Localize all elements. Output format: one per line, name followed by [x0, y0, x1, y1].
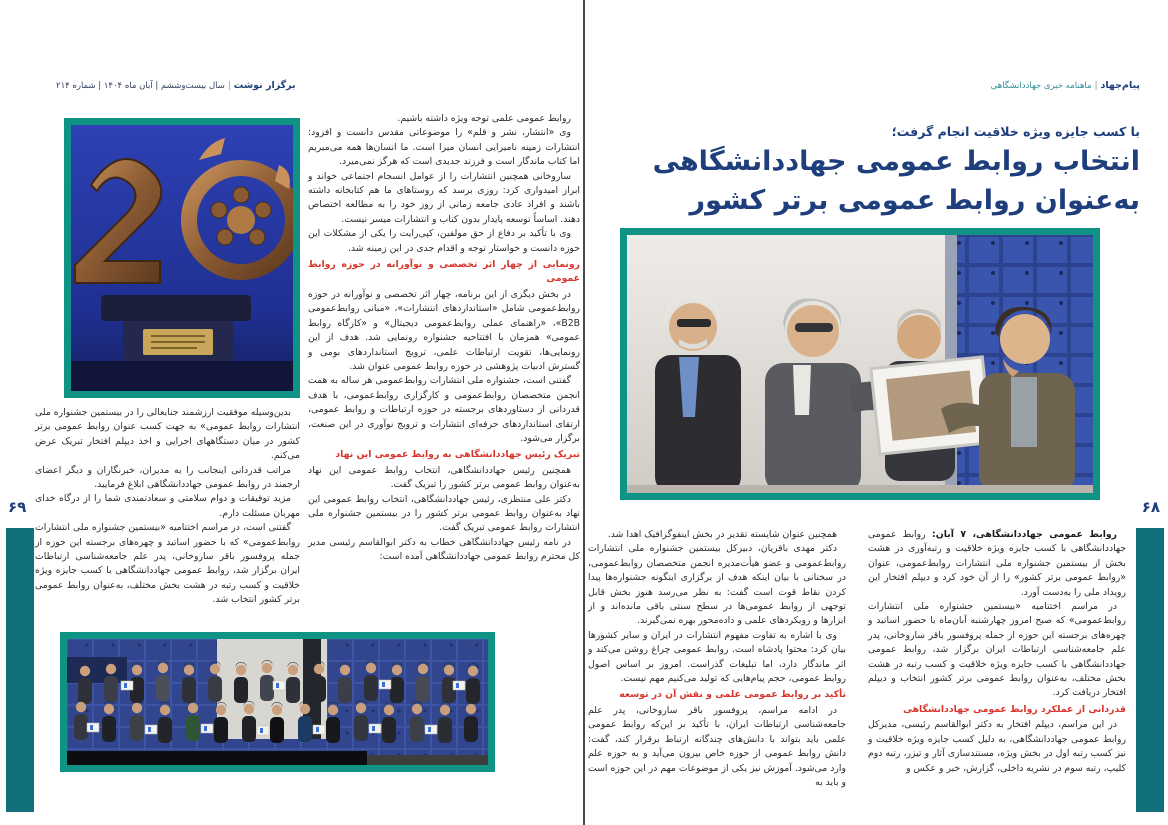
- trophy-photo-illustration: [71, 125, 293, 391]
- body-paragraph: روابط عمومی علمی توجه ویژه داشته باشیم.: [397, 113, 571, 124]
- left-folio-brand: برگزار نوشت: [233, 80, 296, 91]
- body-paragraph: دکتر مهدی باقریان، دبیرکل بیستمین جشنواره ملی انتشارات روابط‌عمومی و عضو هیأت‌مدیره انجمن متخصصان روابط‌عمومی، در سخنانی با بیان اینکه هدف از برگزاری اینگونه جشنواره‌ها پیدا کردن نقاط قوت است گفت: به نظر می‌رسد هنوز بخش قابل توجهی از روابط عمومی‌ها در سطح سنتی باقی مانده‌اند و از ابزارها و رویکردهای علمی و داده‌محور بهره نمی‌گیرند.: [588, 543, 846, 627]
- right-page-first-column: [868, 528, 1126, 776]
- body-paragraph: در مراسم اختتامیه «بیستمین جشنواره ملی انتشارات روابط‌عمومی» که صبح امروز چهارشنبه آبان‌ماه با حضور اساتید و چهره‌های برجسته این حوزه از جمله پروفسور باقر ساروخانی، پدر علم جامعه‌شناسی ارتباطات ایران برگزار شد، روابط عمومی جهاددانشگاهی با کسب جایزه ویژه خلاقیت و کسب رتبه در هشت بخش مختلف، به‌عنوان روابط عمومی برتر کشور انتخاب و دیپلم افتخار دریافت کرد.: [868, 601, 1126, 699]
- left-page-folio: [56, 80, 296, 91]
- award-ceremony-photo: [620, 228, 1100, 500]
- page-divider-line: [583, 0, 585, 825]
- headline-line-1: انتخاب روابط عمومی جهاددانشگاهی: [652, 146, 1140, 177]
- body-paragraph: در این مراسم، دیپلم افتخار به دکتر ابوالقاسم رئیسی، مدیرکل روابط عمومی جهاددانشگاهی، به دلیل کسب جایزه ویژه خلاقیت و نیز کسب رتبه اول در بخش ویژه، مستندسازی آثار و تیزر، رتبه دوم کلیپ، رتبه سوم در نشریه داخلی، گزارش، خبر و عکس و: [868, 719, 1126, 774]
- right-edge-accent-bar: [1136, 528, 1164, 812]
- left-page-letter-column: [35, 406, 300, 608]
- body-paragraph: در نامه رئیس جهاددانشگاهی خطاب به دکتر ابوالقاسم رئیسی مدیر کل محترم روابط عمومی جهاددانشگاهی آمده است:: [308, 536, 580, 563]
- trophy-photo: [64, 118, 300, 398]
- article-kicker: با کسب جایزه ویژه خلاقیت انجام گرفت؛: [891, 124, 1140, 139]
- body-paragraph: بدین‌وسیله موفقیت ارزشمند جنابعالی را در بیستمین جشنواره ملی انتشارات روابط عمومی» به جهت کسب عنوان روابط عمومی برتر کشور در میان دستگاههای اجرایی و اخذ دیپلم افتخار تبریک عرض می‌کنم.: [35, 407, 300, 462]
- section-subhead: رونمایی از چهار اثر تخصصی و نوآورانه در حوزه روابط عمومی: [308, 259, 580, 285]
- body-paragraph: وی با اشاره به تفاوت مفهوم انتشارات در ایران و سایر کشورها بیان کرد: محتوا پادشاه است. روابط عمومی چراغ روشن می‌کند و اثر ماندگار دارد، اما تبلیغات گذراست. امروز بر اساس اصول روابط عمومی، حجم پیام‌هایی که تولید می‌کنیم مهم نیست.: [588, 629, 846, 685]
- body-paragraph: ساروخانی همچنین انتشارات را از عوامل انسجام اجتماعی خواند و ابراز امیدواری کرد: روزی برسد که روستاهای ما هم کتابخانه داشته باشند و افراد عادی جامعه زمانی از روز خود را به مطالعه اختصاص دهند. اساساً توسعه پایدار بدون کتاب و انتشارات میسر نیست.: [308, 170, 580, 225]
- body-paragraph: در بخش دیگری از این برنامه، چهار اثر تخصصی و نوآورانه در حوزه روابط‌عمومی شامل «استانداردهای انتشارات»، «مبانی روابط‌عمومی B2B»، «راهنمای عملی روابط‌عمومی دیجیتال» و «کارگاه روابط عمومی» همزمان با افتتاحیه جشنواره رونمایی شد. هدف از این رونمایی‌ها، تقویت ارتباطات علمی، ترویج استانداردهای بومی و گسترش ادبیات پژوهشی در حوزه روابط عمومی عنوان شد.: [308, 288, 580, 372]
- body-paragraph: روابط عمومی جهاددانشگاهی، ۷ آبان: روابط عمومی جهاددانشگاهی با کسب جایزه ویژه خلاقیت و رتبه‌آوری در هشت بخش از بیستمین جشنواره ملی انتشارات روابط‌عمومی، عنوان «روابط عمومی برتر کشور» را از آن خود کرد و دیپلم افتخار این رویداد ملی را به‌دست آورد.: [868, 529, 1126, 598]
- body-paragraph: دکتر علی منتظری، رئیس جهاددانشگاهی، انتخاب روابط عمومی این نهاد به‌عنوان روابط عمومی برتر کشور را در بیستمین جشنواره ملی انتشارات روابط عمومی تبریک گفت.: [308, 493, 580, 534]
- right-folio-brand: پیام‌جهاد: [1100, 80, 1140, 91]
- left-page-main-column: [308, 112, 580, 565]
- headline-line-2: به‌عنوان روابط عمومی برتر کشور: [689, 185, 1140, 216]
- left-folio-meta: سال بیست‌وششم | آبان ماه ۱۴۰۴ | شماره ۲۱۴: [56, 81, 225, 91]
- section-subhead: تأکید بر روابط عمومی علمی و نقش آن در توسعه: [619, 689, 846, 701]
- body-paragraph: همچنین رئیس جهاددانشگاهی، انتخاب روابط عمومی این نهاد به‌عنوان روابط عمومی برتر کشور را تبریک گفت.: [308, 464, 580, 491]
- body-paragraph: گفتنی است، جشنواره ملی انتشارات روابط‌عمومی هر ساله به همت انجمن متخصصان روابط‌عمومی و کارگزاری روابط‌عمومی، با هدف قدردانی از دستاوردهای برجسته در حوزه ارتباطات و روابط عمومی، ارتقای استانداردهای حرفه‌ای انتشارات و ترویج نوآوری در این صنعت، برگزار می‌شود.: [308, 375, 580, 444]
- section-subhead: تبریک رئیس جهاددانشگاهی به روابط عمومی این نهاد: [335, 449, 580, 461]
- group-photo-illustration: [67, 639, 488, 765]
- body-paragraph: وی «انتشار، نشر و قلم» را موضوعاتی مقدس دانست و افزود: انتشارات زمینه نامیرایی انسان میرا است. ما انسان‌ها همه می‌میریم اما کتاب ماندگار است و فرزند جدیدی است که هرگز نمی‌میرد.: [308, 127, 580, 168]
- award-ceremony-illustration: [627, 235, 1093, 493]
- body-paragraph: مراتب قدردانی اینجانب را به مدیران، خبرنگاران و دیگر اعضای ارجمند در روابط عمومی جهاددانشگاهی ابلاغ فرمایید.: [35, 464, 300, 491]
- left-folio-separator: |: [227, 81, 231, 91]
- body-paragraph: گفتنی است، در مراسم اختتامیه «بیستمین جشنواره ملی انتشارات روابط‌عمومی» که با حضور اساتید و چهره‌های برجسته این حوزه از جمله پروفسور باقر ساروخانی، پدر علم جامعه‌شناسی ارتباطات ایران برگزار شد، روابط عمومی جهاددانشگاهی با کسب جایزه ویژه خلاقیت و کسب رتبه در هشت بخش مختلف، به‌عنوان روابط عمومی برتر کشور انتخاب شد.: [35, 522, 300, 606]
- right-folio-meta: ماهنامه خبری جهاددانشگاهی: [990, 81, 1092, 91]
- body-paragraph: وی با تأکید بر دفاع از حق مولفین، کپی‌رایت را یکی از مشکلات این حوزه دانست و خواستار توجه و اقدام جدی در این زمینه شد.: [308, 228, 580, 254]
- body-paragraph: مزید توفیقات و دوام سلامتی و سعادتمندی شما را از درگاه خدای مهربان مسئلت دارم.: [35, 493, 300, 519]
- body-paragraph: در ادامه مراسم، پروفسور باقر ساروخانی، پدر علم جامعه‌شناسی ارتباطات ایران، با تأکید بر این‌که روابط عمومی علمی باید بتواند با دانش‌های چندگانه ارتباط برقرار کند، گفت: دانش روابط عمومی از حوزه خاص بیرون می‌آید و به حوزه علم وارد می‌شود. آموزش نیز یکی از موضوعات مهم در این حوزه است و باید به: [588, 704, 846, 788]
- body-paragraph: همچنین عنوان شایسته تقدیر در بخش اینفوگرافیک اهدا شد.: [607, 529, 837, 540]
- page-number-left: ۶۹: [8, 498, 27, 516]
- article-headline: [620, 142, 1140, 220]
- section-subhead: قدردانی از عملکرد روابط عمومی جهاددانشگاهی: [903, 703, 1126, 715]
- page-number-right: ۶۸: [1141, 498, 1160, 516]
- left-edge-accent-bar: [6, 528, 34, 812]
- group-photo: [60, 632, 495, 772]
- right-page-folio: [991, 80, 1140, 91]
- right-page-second-column: [588, 528, 846, 790]
- right-folio-separator: |: [1094, 81, 1098, 91]
